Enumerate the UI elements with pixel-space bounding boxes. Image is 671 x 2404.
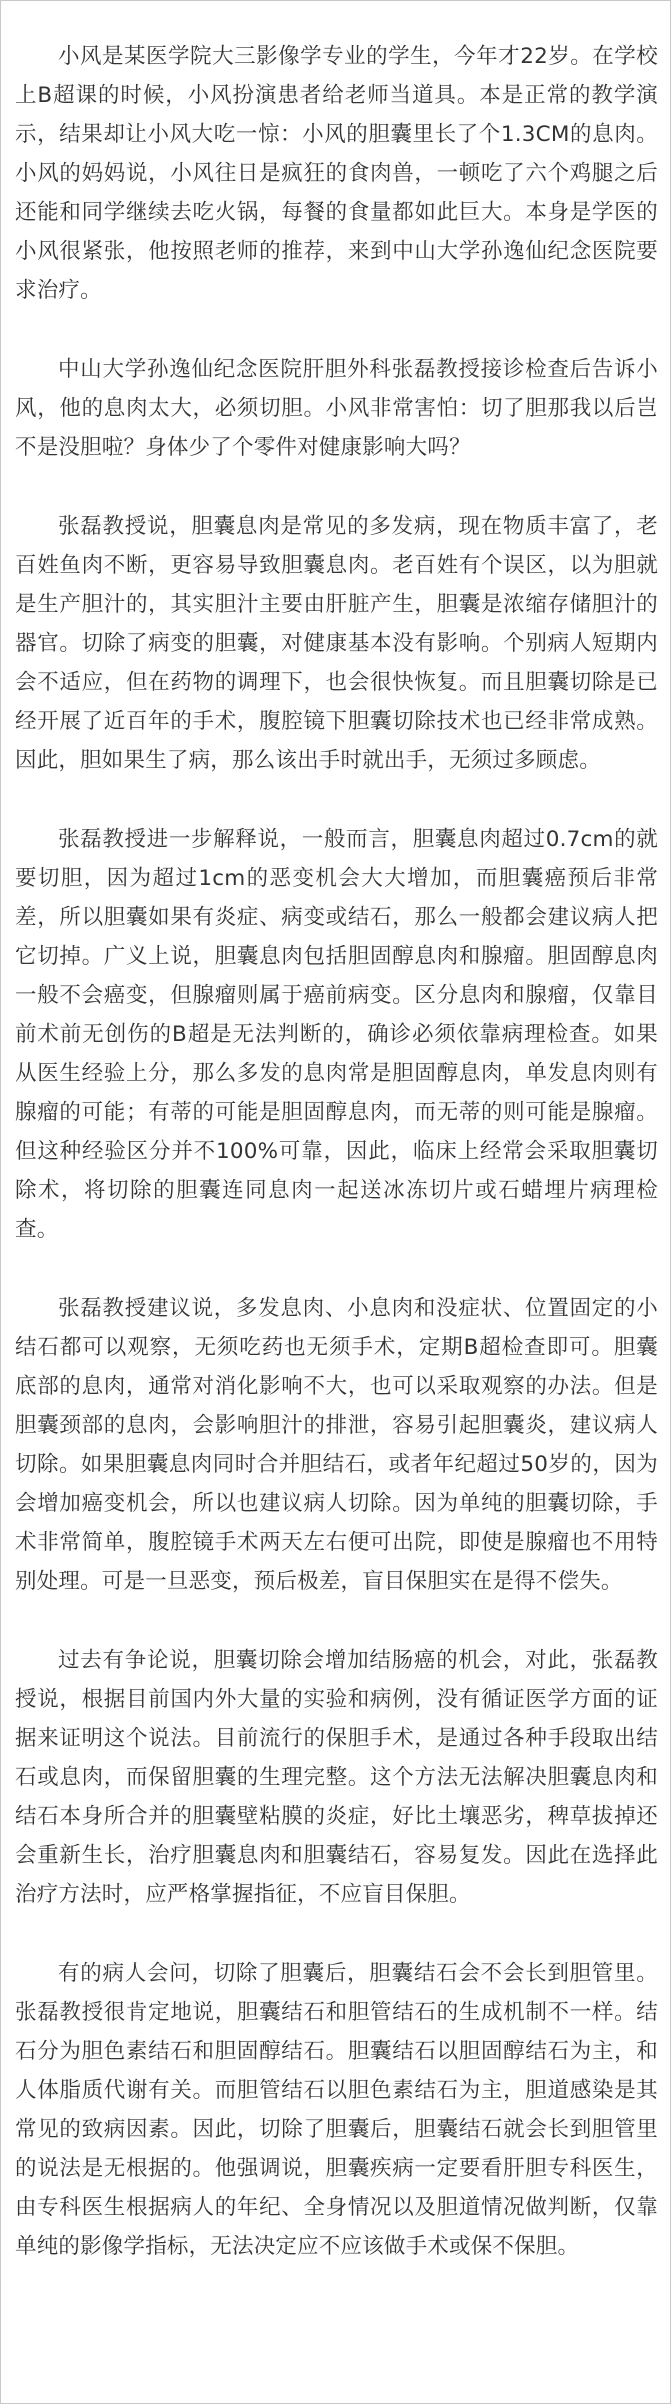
- paragraph-spacer: [15, 1914, 658, 1954]
- paragraph-4: 张磊教授进一步解释说，一般而言，胆囊息肉超过0.7cm的就要切胆，因为超过1cm的恶变机会大大增加，而胆囊癌预后非常差，所以胆囊如果有炎症、病变或结石，那么一般都会建议病人把它切掉。广义上说，胆囊息肉包括胆固醇息肉和腺瘤。胆固醇息肉一般不会癌变，但腺瘤则属于癌前病变。区分息肉和腺瘤，仅靠目前术前无创伤的B超是无法判断的，确诊必须依靠病理检查。如果从医生经验上分，那么多发的息肉常是胆固醇息肉，单发息肉则有腺瘤的可能；有蒂的可能是胆固醇息肉，而无蒂的则可能是腺瘤。但这种经验区分并不100%可靠，因此，临床上经常会采取胆囊切除术，将切除的胆囊连同息肉一起送冰冻切片或石蜡埋片病理检查。: [15, 827, 658, 1242]
- paragraph-7: 有的病人会问，切除了胆囊后，胆囊结石会不会长到胆管里。张磊教授很肯定地说，胆囊结石和胆管结石的生成机制不一样。结石分为胆色素结石和胆固醇结石。胆囊结石以胆固醇结石为主，和人体脂质代谢有关。而胆管结石以胆色素结石为主，胆道感染是其常见的致病因素。因此，切除了胆囊后，胆囊结石就会长到胆管里的说法是无根据的。他强调说，胆囊疾病一定要看肝胆专科医生，由专科医生根据病人的年纪、全身情况以及胆道情况做判断，仅靠单纯的影像学指标，无法决定应不应该做手术或保不保胆。: [15, 1961, 658, 2259]
- paragraph-spacer: [15, 1601, 658, 1641]
- paragraph-spacer: [15, 467, 658, 507]
- paragraph-1: 小风是某医学院大三影像学专业的学生，今年才22岁。在学校上B超课的时候，小风扮演患者给老师当道具。本是正常的教学演示，结果却让小风大吃一惊：小风的胆囊里长了个1.3CM的息肉。小风的妈妈说，小风往日是疯狂的食肉兽，一顿吃了六个鸡腿之后还能和同学继续去吃火锅，每餐的食量都如此巨大。本身是学医的小风很紧张，他按照老师的推荐，来到中山大学孙逸仙纪念医院要求治疗。: [15, 44, 658, 303]
- paragraph-spacer: [15, 1249, 658, 1289]
- paragraph-spacer: [15, 310, 658, 350]
- paragraph-3: 张磊教授说，胆囊息肉是常见的多发病，现在物质丰富了，老百姓鱼肉不断，更容易导致胆囊息肉。老百姓有个误区，以为胆就是生产胆汁的，其实胆汁主要由肝脏产生，胆囊是浓缩存储胆汁的器官。切除了病变的胆囊，对健康基本没有影响。个别病人短期内会不适应，但在药物的调理下，也会很快恢复。而且胆囊切除是已经开展了近百年的手术，腹腔镜下胆囊切除技术也已经非常成熟。因此，胆如果生了病，那么该出手时就出手，无须过多顾虑。: [15, 514, 658, 773]
- paragraph-2: 中山大学孙逸仙纪念医院肝胆外科张磊教授接诊检查后告诉小风，他的息肉太大，必须切胆。小风非常害怕：切了胆那我以后岂不是没胆啦？身体少了个零件对健康影响大吗？: [15, 357, 658, 460]
- paragraph-spacer: [15, 780, 658, 820]
- paragraph-6: 过去有争论说，胆囊切除会增加结肠癌的机会，对此，张磊教授说，根据目前国内外大量的实验和病例，没有循证医学方面的证据来证明这个说法。目前流行的保胆手术，是通过各种手段取出结石或息肉，而保留胆囊的生理完整。这个方法无法解决胆囊息肉和结石本身所合并的胆囊壁粘膜的炎症，好比土壤恶劣，稗草拔掉还会重新生长，治疗胆囊息肉和胆囊结石，容易复发。因此在选择此治疗方法时，应严格掌握指征，不应盲目保胆。: [15, 1648, 658, 1907]
- paragraph-5: 张磊教授建议说，多发息肉、小息肉和没症状、位置固定的小结石都可以观察，无须吃药也无须手术，定期B超检查即可。胆囊底部的息肉，通常对消化影响不大，也可以采取观察的办法。但是胆囊颈部的息肉，会影响胆汁的排泄，容易引起胆囊炎，建议病人切除。如果胆囊息肉同时合并胆结石，或者年纪超过50岁的，因为会增加癌变机会，所以也建议病人切除。因为单纯的胆囊切除，手术非常简单，腹腔镜手术两天左右便可出院，即使是腺瘤也不用特别处理。可是一旦恶变，预后极差，盲目保胆实在是得不偿失。: [15, 1296, 658, 1594]
- article-body: [15, 1, 658, 2266]
